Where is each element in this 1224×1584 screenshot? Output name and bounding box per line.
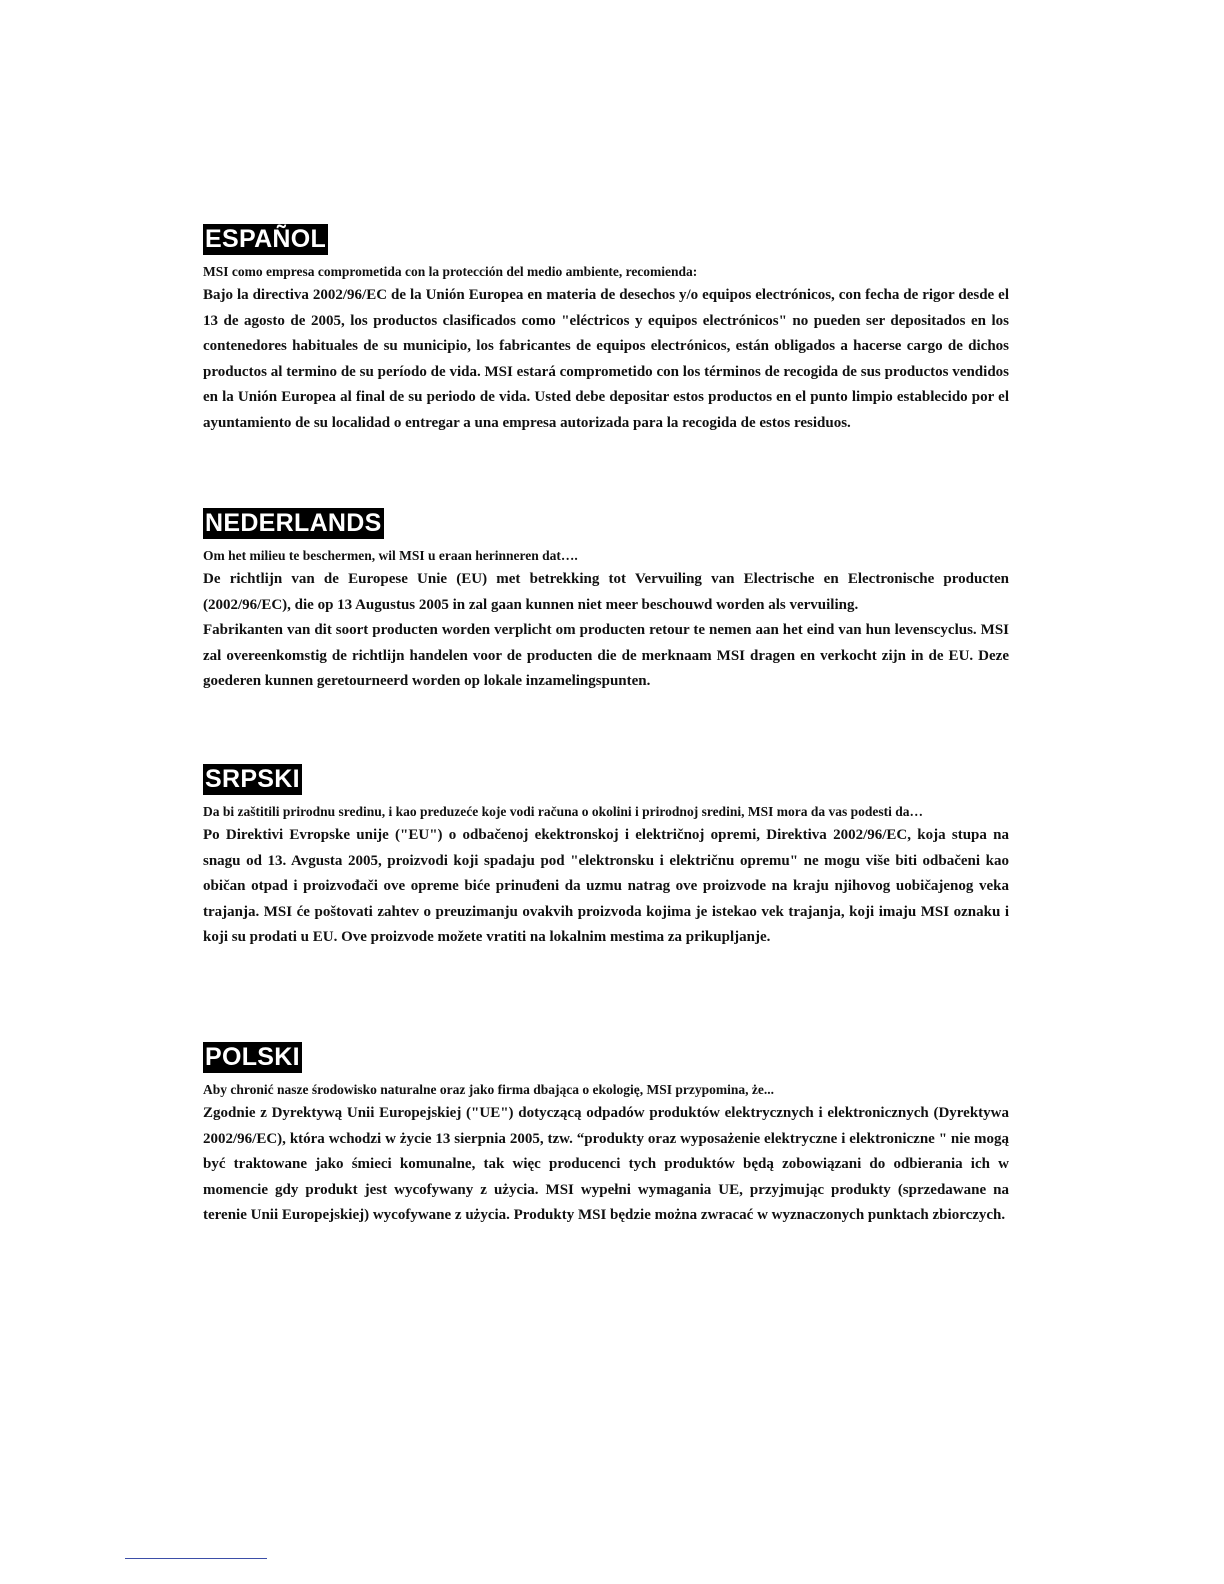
- section-heading: POLSKI: [205, 1043, 300, 1071]
- section-intro: Da bi zaštitili prirodnu sredinu, i kao preduzeće koje vodi računa o okolini i prirodnoj sredini, MSI mora da vas podesti da…: [203, 804, 923, 819]
- section-espanol: [203, 224, 1009, 437]
- section-paragraph: Po Direktivi Evropske unije ("EU") o odbačenoj ekektronskoj i električnoj opremi, Direktiva 2002/96/EC, koja stupa na snagu od 13. Avgusta 2005, proizvodi koji spadaju pod "elektronsku i električnu opremu" ne mogu više biti odbačeni kao običan otpad i proizvođači ove opreme biće prinuđeni da uzmu natrag ove proizvode na kraju njihovog uobičajenog veka trajanja. MSI će poštovati zahtev o preuzimanju ovakvih proizvoda kojima je istekao vek trajanja, koji imaju MSI oznaku i koji su prodati u EU. Ove proizvode možete vratiti na lokalnim mestima za prikupljanje.: [203, 827, 1009, 946]
- footer-divider: [125, 1558, 267, 1559]
- section-paragraph: De richtlijn van de Europese Unie (EU) met betrekking tot Vervuiling van Electrische en Electronische producten (2002/96/EC), die op 13 Augustus 2005 in zal gaan kunnen niet meer beschouwd worden als vervuiling.: [203, 571, 1009, 613]
- section-polski: [203, 1042, 1009, 1229]
- section-heading: NEDERLANDS: [205, 509, 382, 537]
- section-intro: Aby chronić nasze środowisko naturalne oraz jako firma dbająca o ekologię, MSI przypomina, że...: [203, 1082, 774, 1097]
- section-paragraph: Zgodnie z Dyrektywą Unii Europejskiej ("UE") dotyczącą odpadów produktów elektrycznych i elektronicznych (Dyrektywa 2002/96/EC), która wchodzi w życie 13 sierpnia 2005, tzw. “produkty oraz wyposażenie elektryczne i elektroniczne " nie mogą być traktowane jako śmieci komunalne, tak więc producenci tych produktów będą zobowiązani do odbierania ich w momencie gdy produkt jest wycofywany z użycia. MSI wypełni wymagania UE, przyjmując produkty (sprzedawane na terenie Unii Europejskiej) wycofywane z użycia. Produkty MSI będzie można zwracać w wyznaczonych punktach zbiorczych.: [203, 1105, 1009, 1224]
- section-intro: Om het milieu te beschermen, wil MSI u eraan herinneren dat….: [203, 548, 578, 563]
- section-srpski: [203, 764, 1009, 951]
- section-paragraph: Bajo la directiva 2002/96/EC de la Unión Europea en materia de desechos y/o equipos electrónicos, con fecha de rigor desde el 13 de agosto de 2005, los productos clasificados como "eléctricos y equipos electrónicos" no pueden ser depositados en los contenedores habituales de su municipio, los fabricantes de equipos electrónicos, están obligados a hacerse cargo de dichos productos al termino de su período de vida. MSI estará comprometido con los términos de recogida de sus productos vendidos en la Unión Europea al final de su periodo de vida. Usted debe depositar estos productos en el punto limpio establecido por el ayuntamiento de su localidad o entregar a una empresa autorizada para la recogida de estos residuos.: [203, 287, 1009, 431]
- section-nederlands: [203, 508, 1009, 695]
- section-heading: SRPSKI: [205, 765, 300, 793]
- section-paragraph: Fabrikanten van dit soort producten worden verplicht om producten retour te nemen aan het eind van hun levenscyclus. MSI zal overeenkomstig de richtlijn handelen voor de producten die de merknaam MSI dragen en verkocht zijn in de EU. Deze goederen kunnen geretourneerd worden op lokale inzamelingspunten.: [203, 622, 1009, 690]
- section-heading: ESPAÑOL: [205, 225, 327, 253]
- section-intro: MSI como empresa comprometida con la protección del medio ambiente, recomienda:: [203, 264, 698, 279]
